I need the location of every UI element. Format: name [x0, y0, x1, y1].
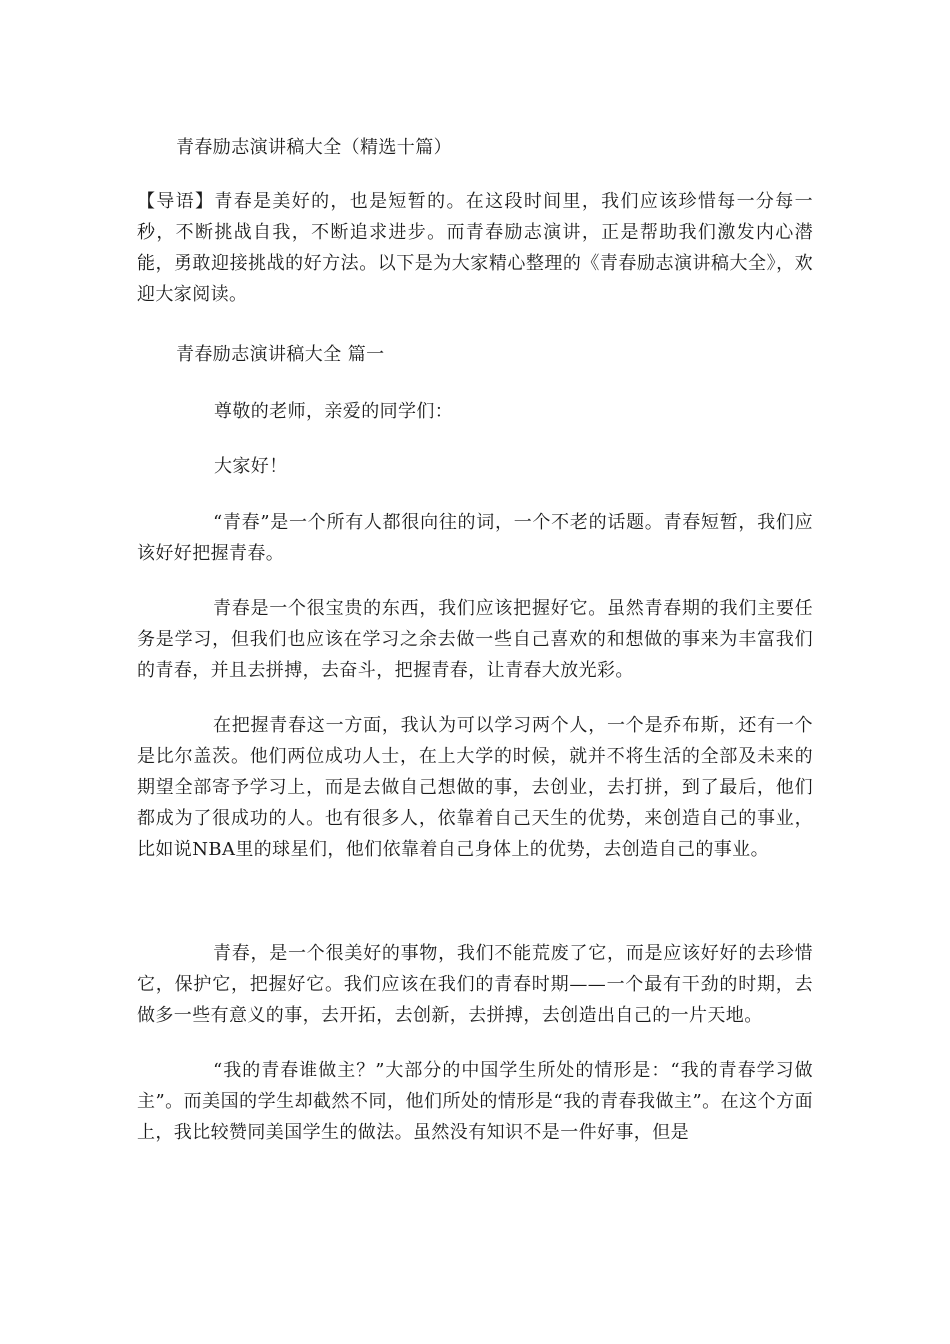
body-paragraph: 青春是一个很宝贵的东西，我们应该把握好它。虽然青春期的我们主要任务是学习，但我们也应该在学习之余去做一些自己喜欢的和想做的事来为丰富我们的青春，并且去拼搏，去奋斗，把握青春，让青春大放光彩。 [137, 598, 813, 681]
salutation: 尊敬的老师，亲爱的同学们： [214, 401, 454, 422]
document-title: 青春励志演讲稿大全（精选十篇） [176, 137, 452, 158]
body-paragraph: 在把握青春这一方面，我认为可以学习两个人，一个是乔布斯，还有一个是比尔盖茨。他们两位成功人士，在上大学的时候，就并不将生活的全部及未来的期望全部寄予学习上，而是去做自己想做的事，去创业，去打拼，到了最后，他们都成为了很成功的人。也有很多人，依靠着自己天生的优势，来创造自己的事业，比如说NBA里的球星们，他们依靠着自己身体上的优势，去创造自己的事业。 [137, 715, 813, 860]
body-paragraph: “我的青春谁做主？”大部分的中国学生所处的情形是：“我的青春学习做主”。而美国的学生却截然不同，他们所处的情形是“我的青春我做主”。在这个方面上，我比较赞同美国学生的做法。虽然没有知识不是一件好事，但是 [137, 1060, 813, 1143]
intro-paragraph: 【导语】青春是美好的，也是短暂的。在这段时间里，我们应该珍惜每一分每一秒，不断挑战自我，不断追求进步。而青春励志演讲，正是帮助我们激发内心潜能，勇敢迎接挑战的好方法。以下是为大家精心整理的《青春励志演讲稿大全》，欢迎大家阅读。 [137, 191, 813, 305]
greeting: 大家好！ [214, 456, 288, 477]
section-heading: 青春励志演讲稿大全 篇一 [176, 344, 385, 365]
body-paragraph: 青春，是一个很美好的事物，我们不能荒废了它，而是应该好好的去珍惜它，保护它，把握好它。我们应该在我们的青春时期——一个最有干劲的时期，去做多一些有意义的事，去开拓，去创新，去拼搏，去创造出自己的一片天地。 [137, 943, 813, 1026]
body-paragraph: “青春”是一个所有人都很向往的词，一个不老的话题。青春短暂，我们应该好好把握青春。 [137, 512, 813, 564]
